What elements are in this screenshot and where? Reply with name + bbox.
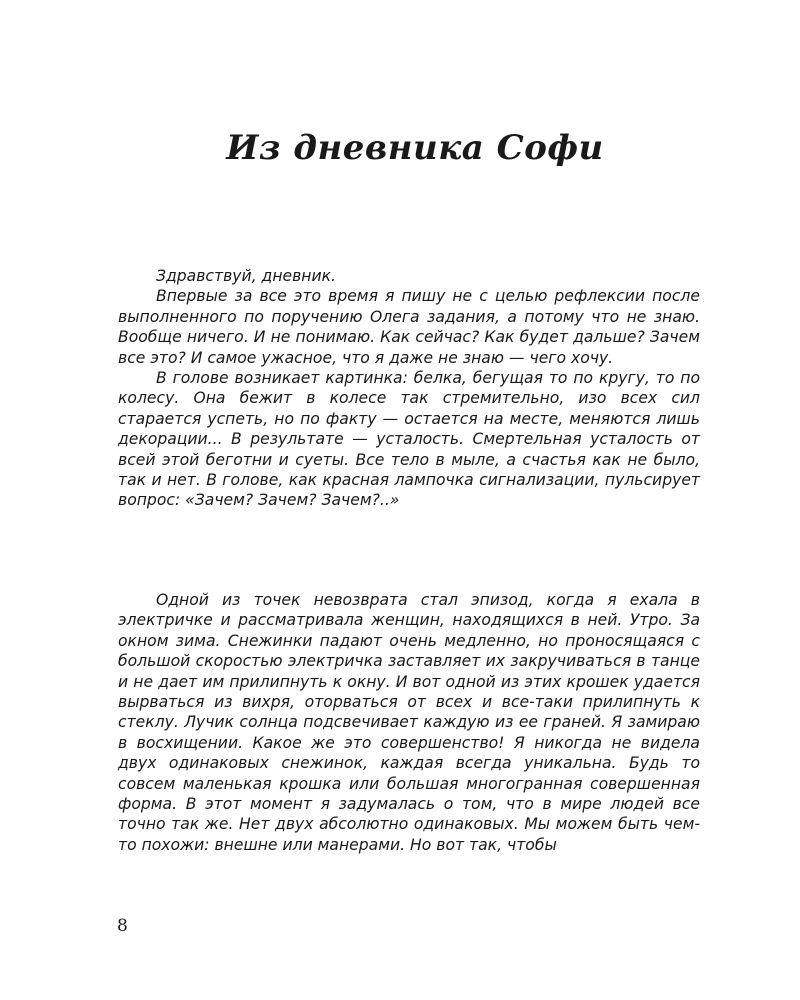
paragraph: В голове возникает картинка: белка, бегущая то по кругу, то по колесу. Она бежит в колесе так стремительно, изо всех сил старается успеть, но по факту — остается на месте, меняются лишь декорации... В результате — усталость. Смертельная усталость от всей этой беготни и суеты. Все тело в мыле, а счастья как не было, так и нет. В голове, как красная лампочка сигнализации, пульсирует вопрос: «Зачем? Зачем? Зачем?..» (118, 369, 700, 510)
paragraph: Одной из точек невозврата стал эпизод, когда я ехала в электричке и рассматривала женщин, находящихся в ней. Утро. За окном зима. Снежинки падают очень медленно, но проносящаяся с большой скоростью электричка заставляет их закручиваться в танце и не дает им прилипнуть к окну. И вот одной из этих крошек удается вырваться из вихря, оторваться от всех и все-таки прилипнуть к стеклу. Лучик солнца подсвечивает каждую из ее граней. Я замираю в восхищении. Какое же это совершенство! Я никогда не видела двух одинаковых снежинок, каждая всегда уникальна. Будь то совсем маленькая крошка или большая многогранная совершенная форма. В этот момент я задумалась о том, что в мире людей все точно так же. Нет двух абсолютно одинаковых. Мы можем быть чем-то похожи: внешне или манерами. Но вот так, чтобы (118, 591, 700, 854)
diary-entry-intro (118, 266, 700, 511)
page-number: 8 (117, 916, 128, 936)
chapter-title: Из дневника Софи (226, 128, 604, 168)
paragraph: Здравствуй, дневник. (156, 267, 337, 285)
diary-entry-episode (118, 590, 700, 855)
paragraph: Впервые за все это время я пишу не с целью рефлексии после выполненного по поручению Олега задания, а потому что не знаю. Вообще ничего. И не понимаю. Как сейчас? Как будет дальше? Зачем все это? И самое ужасное, что я даже не знаю — чего хочу. (118, 287, 700, 367)
